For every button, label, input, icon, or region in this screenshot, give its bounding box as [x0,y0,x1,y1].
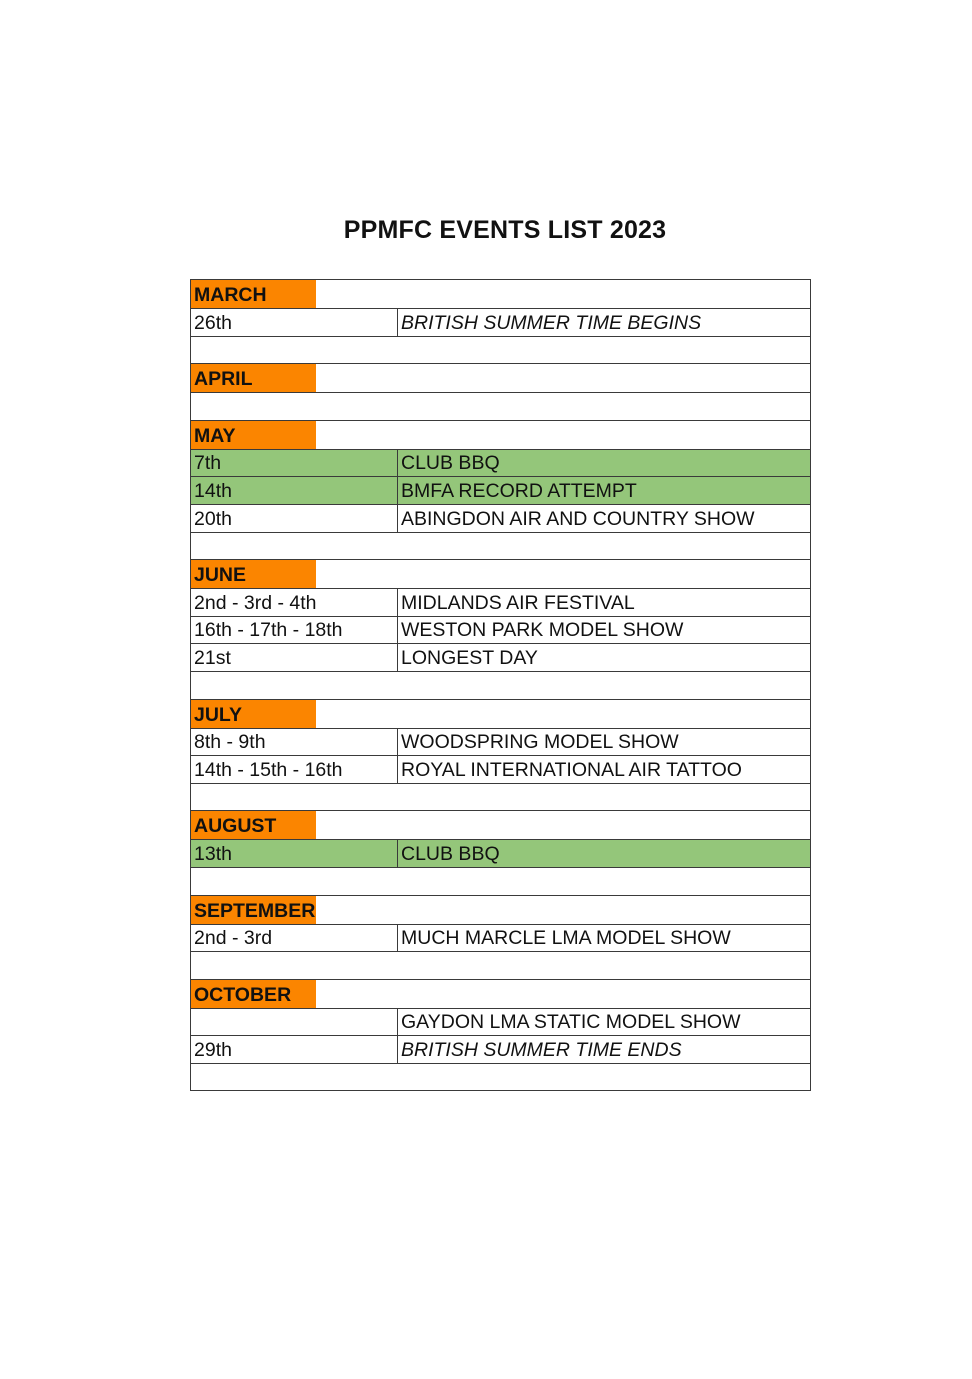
event-row [191,309,811,337]
month-row-april [191,364,811,393]
events-table [190,279,811,1091]
spacer-row [191,952,811,980]
event-row [191,589,811,617]
event-name: GAYDON LMA STATIC MODEL SHOW [398,1008,811,1036]
event-row [191,504,811,532]
event-row [191,840,811,868]
month-row-june [191,560,811,589]
month-label: MARCH [191,280,316,308]
event-name: LONGEST DAY [398,644,811,672]
event-date: 29th [191,1036,398,1064]
event-name: BRITISH SUMMER TIME ENDS [398,1036,811,1064]
month-label: JULY [191,700,316,728]
month-label: SEPTEMBER [191,896,316,924]
event-date: 20th [191,504,398,532]
event-date: 14th - 15th - 16th [191,756,398,784]
event-date: 2nd - 3rd [191,924,398,952]
event-date: 13th [191,840,398,868]
spacer-row [191,1063,811,1091]
event-row [191,1036,811,1064]
month-row-october [191,979,811,1008]
spacer-row [191,532,811,560]
event-date: 21st [191,644,398,672]
event-row [191,756,811,784]
spacer-row [191,393,811,421]
page-title: PPMFC EVENTS LIST 2023 [343,216,667,244]
month-label: MAY [191,421,316,449]
month-row-march [191,280,811,309]
event-name: MIDLANDS AIR FESTIVAL [398,589,811,617]
event-name: BRITISH SUMMER TIME BEGINS [398,309,811,337]
event-name: MUCH MARCLE LMA MODEL SHOW [398,924,811,952]
event-row [191,477,811,505]
month-label: JUNE [191,560,316,588]
month-label: AUGUST [191,811,316,839]
spacer-row [191,336,811,364]
month-row-september [191,895,811,924]
event-row [191,616,811,644]
event-row [191,728,811,756]
spacer-row [191,867,811,895]
event-date: 16th - 17th - 18th [191,616,398,644]
spacer-row [191,783,811,811]
events-table-body [191,280,811,1091]
event-name: WOODSPRING MODEL SHOW [398,728,811,756]
event-row [191,644,811,672]
event-date: 14th [191,477,398,505]
month-label: APRIL [191,364,316,392]
event-name: CLUB BBQ [398,449,811,477]
event-name: ROYAL INTERNATIONAL AIR TATTOO [398,756,811,784]
event-date: 8th - 9th [191,728,398,756]
event-date: 2nd - 3rd - 4th [191,589,398,617]
event-date: 7th [191,449,398,477]
event-date: 26th [191,309,398,337]
event-name: CLUB BBQ [398,840,811,868]
spacer-row [191,671,811,699]
event-name: ABINGDON AIR AND COUNTRY SHOW [398,504,811,532]
event-row [191,924,811,952]
month-row-may [191,420,811,449]
event-name: WESTON PARK MODEL SHOW [398,616,811,644]
event-row [191,449,811,477]
event-row [191,1008,811,1036]
month-row-august [191,811,811,840]
event-name: BMFA RECORD ATTEMPT [398,477,811,505]
event-date [191,1008,398,1036]
month-row-july [191,699,811,728]
month-label: OCTOBER [191,980,316,1008]
